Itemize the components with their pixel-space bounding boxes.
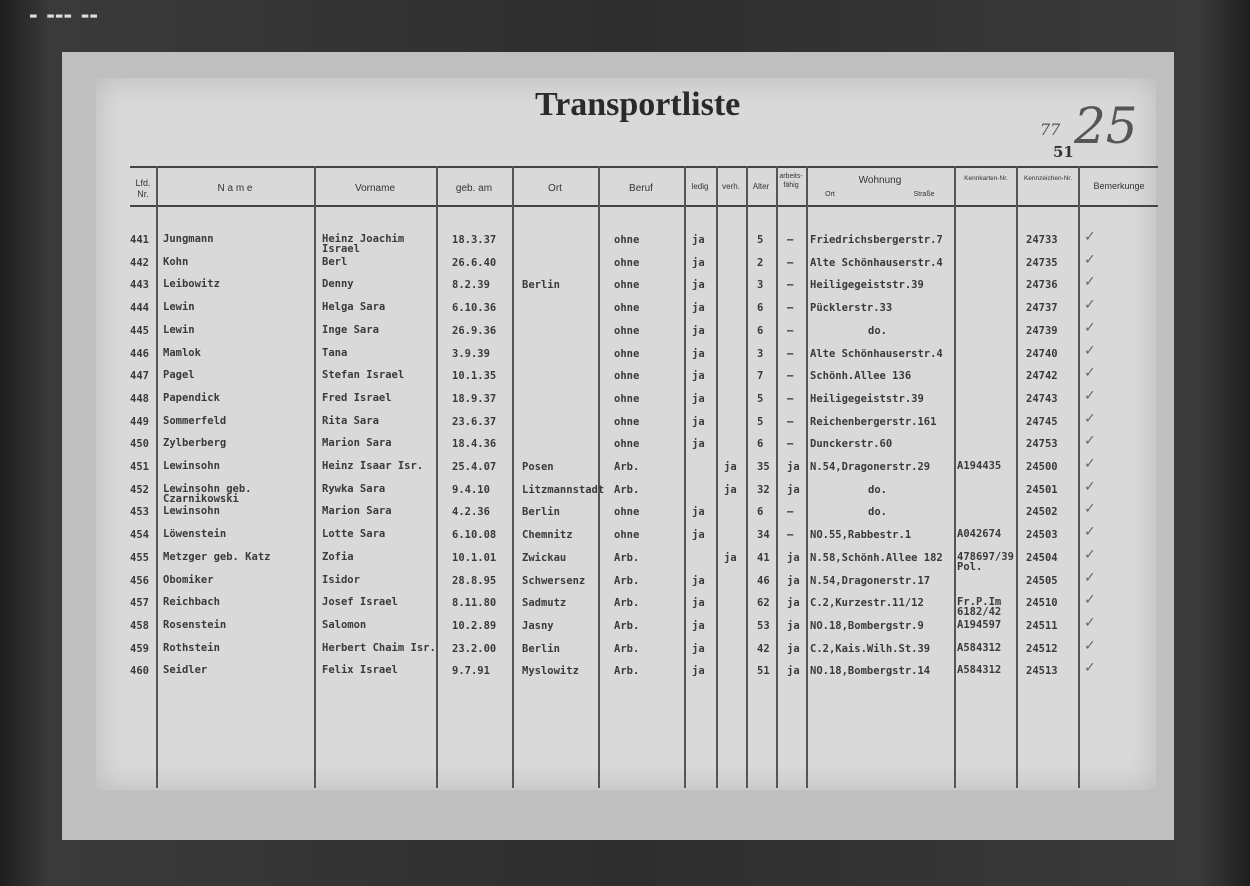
cell-arbeit: —: [787, 279, 794, 292]
cell-nr: 451: [130, 461, 149, 473]
cell-beruf: ohne: [614, 529, 640, 542]
cell-name: Mamlok: [163, 346, 201, 359]
cell-kennkarte: A584312: [957, 664, 1002, 677]
cell-vorname: Stefan Israel: [322, 369, 405, 382]
cell-wohnung: Heiligegeiststr.39: [810, 279, 924, 292]
cell-ledig: ja: [692, 302, 705, 315]
check-mark: ✓: [1084, 569, 1096, 586]
header-beruf: Beruf: [629, 183, 653, 194]
header-bemerkungen: Bemerkunge: [1093, 181, 1145, 191]
cell-ledig: ja: [692, 256, 705, 269]
cell-ledig: ja: [692, 234, 705, 246]
cell-nr: 455: [130, 551, 149, 564]
cell-geb: 25.4.07: [452, 461, 497, 473]
cell-beruf: Arb.: [614, 574, 640, 587]
cell-kennzeichen: 24513: [1026, 665, 1058, 678]
cell-ort: Berlin: [522, 642, 560, 655]
cell-name: Papendick: [163, 391, 220, 404]
cell-arbeit: ja: [787, 642, 800, 655]
cell-nr: 459: [130, 642, 149, 655]
cell-vorname: Marion Sara: [322, 505, 392, 518]
cell-nr: 457: [130, 597, 149, 610]
check-mark: ✓: [1084, 297, 1096, 314]
cell-geb: 18.9.37: [452, 392, 497, 405]
cell-beruf: ohne: [614, 506, 640, 519]
cell-vorname: Denny: [322, 278, 354, 291]
cell-beruf: Arb.: [614, 461, 640, 473]
cell-vorname: Marion Sara: [322, 437, 392, 450]
cell-alter: 41: [757, 551, 770, 564]
cell-vorname: Fred Israel: [322, 391, 392, 404]
handwritten-folio-prefix: 77: [1040, 120, 1061, 139]
cell-wohnung: C.2,Kurzestr.11/12: [810, 597, 924, 610]
cell-ledig: ja: [692, 619, 705, 632]
cell-geb: 26.9.36: [452, 324, 497, 337]
cell-wohnung: Reichenbergerstr.161: [810, 415, 937, 428]
cell-geb: 23.2.00: [452, 642, 497, 655]
check-mark: ✓: [1084, 229, 1096, 245]
cell-name: Lewinsohn geb. Czarnikowski: [163, 482, 252, 505]
cell-vorname: Helga Sara: [322, 301, 386, 314]
cell-geb: 4.2.36: [452, 506, 490, 519]
cell-ort: Sadmutz: [522, 597, 567, 610]
cell-name: Zylberberg: [163, 437, 227, 450]
cell-name: Rosenstein: [163, 618, 227, 631]
cell-wohnung: Pücklerstr.33: [810, 302, 893, 315]
check-mark: ✓: [1084, 614, 1096, 631]
cell-verh: ja: [724, 461, 737, 473]
cell-ledig: ja: [692, 574, 705, 587]
check-mark: ✓: [1084, 342, 1096, 359]
cell-nr: 450: [130, 438, 149, 451]
cell-alter: 62: [757, 597, 770, 610]
cell-wohnung: Schönh.Allee 136: [810, 370, 912, 383]
cell-arbeit: ja: [787, 574, 800, 587]
cell-ledig: ja: [692, 347, 705, 360]
cell-beruf: ohne: [614, 438, 640, 451]
cell-ort: Myslowitz: [522, 665, 579, 678]
cell-alter: 2: [757, 256, 764, 269]
cell-name: Lewinsohn: [163, 460, 220, 472]
cell-beruf: ohne: [614, 279, 640, 292]
header-kennzeichen: Kennzeichen-Nr.: [1023, 175, 1073, 182]
cell-alter: 3: [757, 279, 764, 292]
cell-vorname: Berl: [322, 255, 348, 268]
cell-alter: 6: [757, 506, 764, 519]
cell-vorname: Rywka Sara: [322, 482, 386, 495]
cell-alter: 3: [757, 347, 764, 360]
cell-alter: 42: [757, 642, 770, 655]
header-ort: Ort: [548, 183, 562, 194]
cell-ledig: ja: [692, 279, 705, 292]
header-bottom-rule: [130, 205, 1158, 207]
column-divider: [746, 166, 748, 788]
cell-kennzeichen: 24753: [1026, 438, 1058, 451]
cell-verh: ja: [724, 483, 737, 496]
cell-kennzeichen: 24737: [1026, 302, 1058, 315]
cell-kennzeichen: 24745: [1026, 415, 1058, 428]
cell-geb: 8.2.39: [452, 279, 490, 292]
cell-vorname: Josef Israel: [322, 596, 398, 609]
document-title: Transportliste: [535, 86, 741, 123]
cell-alter: 53: [757, 619, 770, 632]
cell-vorname: Inge Sara: [322, 323, 379, 336]
cell-geb: 26.6.40: [452, 256, 497, 269]
cell-beruf: Arb.: [614, 551, 640, 564]
cell-wohnung: Alte Schönhauserstr.4: [810, 256, 943, 269]
cell-vorname: Isidor: [322, 573, 360, 586]
cell-vorname: Lotte Sara: [322, 528, 386, 541]
cell-name: Pagel: [163, 369, 195, 382]
cell-alter: 6: [757, 302, 764, 315]
cell-name: Reichbach: [163, 596, 220, 609]
check-mark: ✓: [1084, 524, 1096, 541]
header-vorname: Vorname: [354, 183, 396, 194]
header-kennkarten: Kennkarten-Nr.: [964, 175, 1008, 182]
column-divider: [156, 166, 158, 788]
cell-arbeit: ja: [787, 597, 800, 610]
cell-wohnung: N.54,Dragonerstr.29: [810, 461, 931, 473]
cell-arbeit: ja: [787, 483, 800, 496]
cell-name: Kohn: [163, 255, 189, 268]
cell-ledig: ja: [692, 665, 705, 678]
cell-ort: Jasny: [522, 619, 554, 632]
cell-arbeit: —: [787, 370, 794, 383]
cell-alter: 5: [757, 415, 764, 428]
cell-ort: Berlin: [522, 279, 560, 292]
cell-wohnung: NO.55,Rabbestr.1: [810, 529, 912, 542]
table-top-rule: [130, 166, 1158, 168]
cell-name: Obomiker: [163, 573, 214, 586]
cell-alter: 46: [757, 574, 770, 587]
cell-nr: 444: [130, 302, 149, 315]
cell-arbeit: —: [787, 529, 794, 542]
cell-wohnung: Heiligegeiststr.39: [810, 392, 924, 405]
cell-kennkarte: A042674: [957, 528, 1002, 541]
cell-beruf: Arb.: [614, 665, 640, 678]
cell-arbeit: ja: [787, 461, 800, 473]
cell-geb: 3.9.39: [452, 347, 490, 360]
cell-nr: 449: [130, 415, 149, 428]
cell-alter: 5: [757, 392, 764, 405]
cell-kennkarte: 478697/39 Pol.: [957, 550, 1014, 573]
cell-ledig: ja: [692, 506, 705, 519]
cell-name: Löwenstein: [163, 528, 227, 541]
cell-alter: 6: [757, 324, 764, 337]
cell-arbeit: —: [787, 506, 794, 519]
cell-kennzeichen: 24510: [1026, 597, 1058, 610]
cell-wohnung: N.58,Schönh.Allee 182: [810, 551, 943, 564]
cell-nr: 460: [130, 665, 149, 678]
cell-kennzeichen: 24733: [1026, 234, 1058, 246]
header-ledig: ledig: [691, 182, 709, 191]
cell-nr: 445: [130, 324, 149, 337]
cell-nr: 443: [130, 279, 149, 292]
cell-geb: 6.10.08: [452, 529, 497, 542]
cell-geb: 18.3.37: [452, 234, 497, 246]
cell-arbeit: —: [787, 302, 794, 315]
check-mark: ✓: [1084, 387, 1096, 404]
column-divider: [684, 166, 686, 788]
cell-geb: 8.11.80: [452, 597, 497, 610]
header-wohnung-strasse: Straße: [913, 191, 935, 198]
cell-beruf: ohne: [614, 234, 640, 246]
check-mark: ✓: [1084, 592, 1096, 609]
cell-vorname: Salomon: [322, 618, 367, 631]
check-mark: ✓: [1084, 410, 1096, 427]
cell-beruf: ohne: [614, 370, 640, 383]
cell-nr: 447: [130, 370, 149, 383]
cell-nr: 446: [130, 347, 149, 360]
cell-geb: 23.6.37: [452, 415, 497, 428]
cell-beruf: Arb.: [614, 642, 640, 655]
cell-nr: 448: [130, 392, 149, 405]
cell-ledig: ja: [692, 642, 705, 655]
check-mark: ✓: [1084, 365, 1096, 382]
cell-beruf: Arb.: [614, 597, 640, 610]
cell-arbeit: —: [787, 415, 794, 428]
header-wohnung-ort: Ort: [825, 191, 835, 198]
cell-beruf: ohne: [614, 256, 640, 269]
check-mark: ✓: [1084, 456, 1096, 472]
cell-arbeit: —: [787, 256, 794, 269]
cell-arbeit: —: [787, 324, 794, 337]
cell-geb: 10.2.89: [452, 619, 497, 632]
cell-wohnung: do.: [868, 324, 887, 337]
cell-geb: 10.1.35: [452, 370, 497, 383]
cell-arbeit: ja: [787, 551, 800, 564]
cell-wohnung: Friedrichsbergerstr.7: [810, 234, 943, 246]
handwritten-folio: 25: [1074, 97, 1138, 155]
column-divider: [314, 166, 316, 788]
check-mark: ✓: [1084, 546, 1096, 563]
cell-name: Lewinsohn: [163, 505, 220, 518]
cell-kennzeichen: 24501: [1026, 483, 1058, 496]
film-edge-marks: ▬ ▬▬▬ ▬▬: [30, 9, 99, 22]
cell-beruf: Arb.: [614, 619, 640, 632]
cell-kennkarte: Fr.P.Im 6182/42: [957, 596, 1002, 619]
column-divider: [512, 166, 514, 788]
cell-wohnung: Alte Schönhauserstr.4: [810, 347, 943, 360]
check-mark: ✓: [1084, 319, 1096, 336]
check-mark: ✓: [1084, 251, 1096, 268]
cell-nr: 458: [130, 619, 149, 632]
column-divider: [1016, 166, 1018, 788]
cell-kennzeichen: 24504: [1026, 551, 1058, 564]
cell-name: Rothstein: [163, 641, 220, 654]
header-name: N a m e: [217, 183, 253, 194]
cell-nr: 441: [130, 234, 149, 246]
cell-wohnung: NO.18,Bombergstr.14: [810, 665, 931, 678]
check-mark: ✓: [1084, 478, 1096, 495]
header-wohnung: Wohnung: [858, 175, 902, 186]
cell-nr: 454: [130, 529, 149, 542]
cell-nr: 442: [130, 256, 149, 269]
cell-alter: 35: [757, 461, 770, 473]
cell-name: Lewin: [163, 301, 195, 314]
column-divider: [776, 166, 778, 788]
cell-alter: 32: [757, 483, 770, 496]
cell-kennzeichen: 24736: [1026, 279, 1058, 292]
cell-nr: 453: [130, 506, 149, 519]
cell-vorname: Zofia: [322, 550, 354, 563]
cell-ledig: ja: [692, 438, 705, 451]
cell-kennzeichen: 24500: [1026, 461, 1058, 473]
header-geb-am: geb. am: [455, 183, 493, 194]
cell-name: Sommerfeld: [163, 414, 227, 427]
cell-kennzeichen: 24502: [1026, 506, 1058, 519]
cell-wohnung: do.: [868, 483, 887, 496]
column-divider: [806, 166, 808, 788]
column-divider: [954, 166, 956, 788]
cell-geb: 10.1.01: [452, 551, 497, 564]
cell-kennzeichen: 24743: [1026, 392, 1058, 405]
cell-vorname: Heinz Joachim Israel: [322, 233, 405, 255]
check-mark: ✓: [1084, 660, 1096, 677]
cell-ledig: ja: [692, 415, 705, 428]
cell-name: Jungmann: [163, 233, 214, 245]
page-number: 51: [1053, 143, 1074, 161]
column-divider: [716, 166, 718, 788]
cell-alter: 6: [757, 438, 764, 451]
cell-ort: Posen: [522, 461, 554, 473]
cell-wohnung: C.2,Kais.Wilh.St.39: [810, 642, 931, 655]
cell-wohnung: N.54,Dragonerstr.17: [810, 574, 931, 587]
cell-kennkarte: A584312: [957, 641, 1002, 654]
cell-alter: 34: [757, 529, 770, 542]
cell-geb: 28.8.95: [452, 574, 497, 587]
cell-alter: 5: [757, 234, 764, 246]
header-arbeitsfaehig: arbeits-fähig: [779, 173, 803, 189]
cell-ledig: ja: [692, 597, 705, 610]
cell-kennzeichen: 24742: [1026, 370, 1058, 383]
cell-arbeit: —: [787, 438, 794, 451]
cell-geb: 18.4.36: [452, 438, 497, 451]
cell-kennkarte: A194597: [957, 618, 1002, 631]
cell-kennzeichen: 24739: [1026, 324, 1058, 337]
cell-ledig: ja: [692, 324, 705, 337]
cell-kennzeichen: 24511: [1026, 619, 1058, 632]
cell-arbeit: —: [787, 392, 794, 405]
cell-arbeit: —: [787, 347, 794, 360]
cell-vorname: Tana: [322, 346, 348, 359]
cell-beruf: ohne: [614, 302, 640, 315]
cell-ort: Berlin: [522, 506, 560, 519]
cell-geb: 6.10.36: [452, 302, 497, 315]
cell-geb: 9.7.91: [452, 665, 490, 678]
cell-ort: Chemnitz: [522, 529, 573, 542]
cell-vorname: Heinz Isaar Isr.: [322, 460, 424, 472]
check-mark: ✓: [1084, 637, 1096, 654]
cell-kennkarte: A194435: [957, 460, 1002, 472]
check-mark: ✓: [1084, 274, 1096, 291]
cell-alter: 51: [757, 665, 770, 678]
cell-name: Leibowitz: [163, 278, 220, 291]
cell-nr: 456: [130, 574, 149, 587]
cell-geb: 9.4.10: [452, 483, 490, 496]
cell-vorname: Rita Sara: [322, 414, 379, 427]
cell-alter: 7: [757, 370, 764, 383]
cell-beruf: Arb.: [614, 483, 640, 496]
check-mark: ✓: [1084, 501, 1096, 518]
cell-kennzeichen: 24735: [1026, 256, 1058, 269]
header-lfd-nr: Lfd. Nr.: [135, 178, 151, 199]
cell-beruf: ohne: [614, 324, 640, 337]
cell-kennzeichen: 24740: [1026, 347, 1058, 360]
cell-kennzeichen: 24505: [1026, 574, 1058, 587]
cell-ort: Zwickau: [522, 551, 567, 564]
cell-vorname: Felix Israel: [322, 664, 398, 677]
cell-arbeit: —: [787, 234, 794, 246]
cell-nr: 452: [130, 483, 149, 496]
column-divider: [1078, 166, 1080, 788]
cell-vorname: Herbert Chaim Isr.: [322, 641, 436, 654]
cell-ledig: ja: [692, 392, 705, 405]
cell-beruf: ohne: [614, 392, 640, 405]
cell-arbeit: ja: [787, 665, 800, 678]
cell-kennzeichen: 24503: [1026, 529, 1058, 542]
cell-beruf: ohne: [614, 347, 640, 360]
cell-ledig: ja: [692, 529, 705, 542]
cell-wohnung: NO.18,Bombergstr.9: [810, 619, 924, 632]
cell-name: Lewin: [163, 323, 195, 336]
cell-ort: Schwersenz: [522, 574, 586, 587]
cell-ledig: ja: [692, 370, 705, 383]
cell-beruf: ohne: [614, 415, 640, 428]
cell-arbeit: ja: [787, 619, 800, 632]
header-alter: Alter: [752, 182, 770, 191]
cell-wohnung: do.: [868, 506, 887, 519]
cell-kennzeichen: 24512: [1026, 642, 1058, 655]
column-divider: [598, 166, 600, 788]
check-mark: ✓: [1084, 433, 1096, 450]
cell-name: Seidler: [163, 664, 208, 677]
header-verh: verh.: [722, 182, 740, 191]
cell-ort: Litzmannstadt: [522, 483, 605, 496]
cell-name: Metzger geb. Katz: [163, 550, 271, 563]
cell-wohnung: Dunckerstr.60: [810, 438, 893, 451]
cell-verh: ja: [724, 551, 737, 564]
